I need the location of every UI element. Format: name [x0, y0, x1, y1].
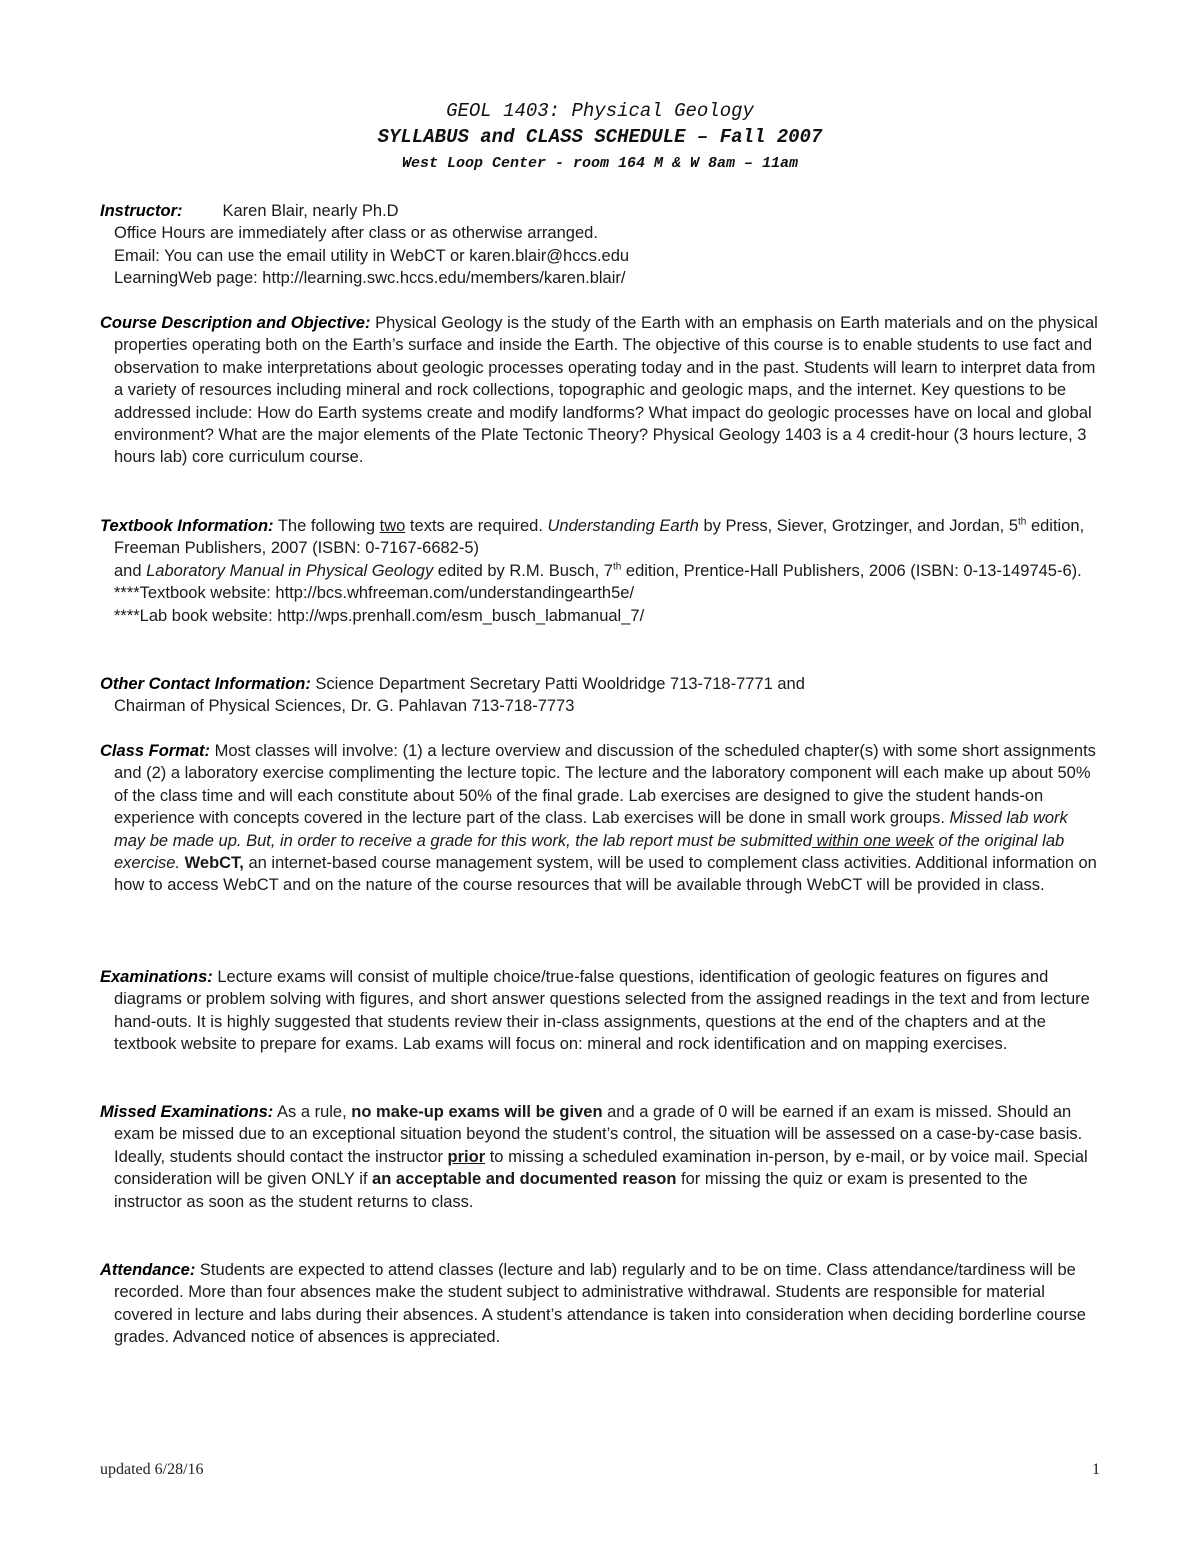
description-text: Physical Geology is the study of the Earth with an emphasis on Earth materials and on the physical properties operating both on the Earth’s surface and inside the Earth. The objective of this course is to enable students to use fact and observation to make interpretations about geologic processes operating today and in the past. Students will learn to interpret data from a variety of resources including mineral and rock collections, topographic and geologic maps, and the internet. Key questions to be addressed include: How do Earth systems create and modify landforms? What impact do geologic processes have on local and global environment? What are the major elements of the Plate Tectonic Theory? Physical Geology 1403 is a 4 credit-hour (3 hours lecture, 3 hours lab) core curriculum course.	[114, 314, 1098, 467]
textbook-website: ****Textbook website: http://bcs.whfreeman.com/understandingearth5e/	[114, 584, 635, 603]
course-title: GEOL 1403: Physical Geology	[446, 100, 754, 122]
attendance-section	[100, 1259, 1100, 1349]
contact-section	[100, 673, 1100, 718]
textbook-section	[100, 515, 1100, 627]
webct-label: WebCT,	[180, 854, 244, 873]
missed-exams-label: Missed Examinations:	[100, 1103, 274, 1121]
instructor-email: Email: You can use the email utility in WebCT or karen.blair@hccs.edu	[114, 246, 630, 265]
book2-title: Laboratory Manual in Physical Geology	[146, 561, 434, 580]
description-section	[100, 312, 1100, 469]
labbook-website: ****Lab book website: http://wps.prenhall.com/esm_busch_labmanual_7/	[114, 606, 645, 625]
office-hours: Office Hours are immediately after class or as otherwise arranged.	[114, 224, 598, 243]
textbook-paragraph: Textbook Information: The following two texts are required. Understanding Earth by Press, Siever, Grotzinger, and Jordan, 5th edition, Freeman Publishers, 2007 (ISBN: 0-7167-6682-5)	[100, 516, 1085, 558]
textbook-label: Textbook Information:	[100, 517, 274, 535]
updated-date: updated 6/28/16	[100, 1461, 204, 1478]
attendance-label: Attendance:	[100, 1261, 196, 1279]
page-number: 1	[1092, 1461, 1100, 1478]
class-location-time: West Loop Center - room 164 M & W 8am – 11am	[401, 155, 799, 172]
book1-title: Understanding Earth	[547, 517, 699, 535]
instructor-label: Instructor:	[100, 202, 183, 220]
description-label: Course Description and Objective:	[100, 314, 371, 332]
contact-line: Other Contact Information: Science Department Secretary Patti Wooldridge 713-718-7771 and	[100, 675, 805, 693]
examinations-paragraph: Examinations: Lecture exams will consist of multiple choice/true-false questions, identification of geologic features on figures and diagrams or problem solving with figures, and short answer questions selected from the assigned readings in the text and from lecture hand-outs. It is highly suggested that students review their in-class assignments, questions at the end of the chapters and at the textbook website to prepare for exams. Lab exams will focus on: mineral and rock identification and on mapping exercises.	[100, 968, 1090, 1054]
book2-line: and Laboratory Manual in Physical Geology edited by R.M. Busch, 7th edition, Prentice-Hall Publishers, 2006 (ISBN: 0-13-149745-6).	[114, 561, 1082, 580]
contact-label: Other Contact Information:	[100, 675, 311, 693]
learningweb-link: LearningWeb page: http://learning.swc.hccs.edu/members/karen.blair/	[114, 269, 626, 288]
examinations-label: Examinations:	[100, 968, 213, 986]
description-paragraph	[100, 312, 1100, 469]
class-format-section	[100, 740, 1100, 897]
examinations-section	[100, 966, 1100, 1056]
contact-line2: Chairman of Physical Sciences, Dr. G. Pahlavan 713-718-7773	[114, 697, 575, 716]
instructor-section	[100, 200, 1100, 290]
class-format-label: Class Format:	[100, 742, 211, 760]
missed-exams-section	[100, 1101, 1100, 1213]
instructor-name: Karen Blair, nearly Ph.D	[222, 202, 399, 220]
instructor-line	[100, 200, 1100, 222]
syllabus-title: SYLLABUS and CLASS SCHEDULE – Fall 2007	[377, 126, 823, 148]
attendance-paragraph: Attendance: Students are expected to attend classes (lecture and lab) regularly and to be on time. Class attendance/tardiness will be recorded. More than four absences make the student subject to administrative withdrawal. Students are responsible for material covered in lecture and labs during their absences. A student’s attendance is taken into consideration when deciding borderline course grades. Advanced notice of absences is appreciated.	[100, 1261, 1086, 1347]
missed-exams-paragraph: Missed Examinations: As a rule, no make-up exams will be given and a grade of 0 will be earned if an exam is missed. Should an exam be missed due to an exceptional situation beyond the student’s control, the situation will be assessed on a case-by-case basis. Ideally, students should contact the instructor prior to missing a scheduled examination in-person, by e-mail, or by voice mail. Special consideration will be given ONLY if an acceptable and documented reason for missing the quiz or exam is presented to the instructor as soon as the student returns to class.	[100, 1103, 1088, 1211]
class-format-paragraph: Class Format: Most classes will involve: (1) a lecture overview and discussion of the scheduled chapter(s) with some short assignments and (2) a laboratory exercise complimenting the lecture topic. The lecture and the laboratory component will each make up about 50% of the class time and will each constitute about 50% of the final grade. Lab exercises are designed to give the student hands-on experience with concepts covered in the lecture part of the class. Lab exercises will be done in small work groups. Missed lab work may be made up. But, in order to receive a grade for this work, the lab report must be submitted within one week of the original lab exercise. WebCT, an internet-based course management system, will be used to complement class activities. Additional information on how to access WebCT and on the nature of the course resources that will be available through WebCT will be provided in class.	[100, 742, 1097, 895]
